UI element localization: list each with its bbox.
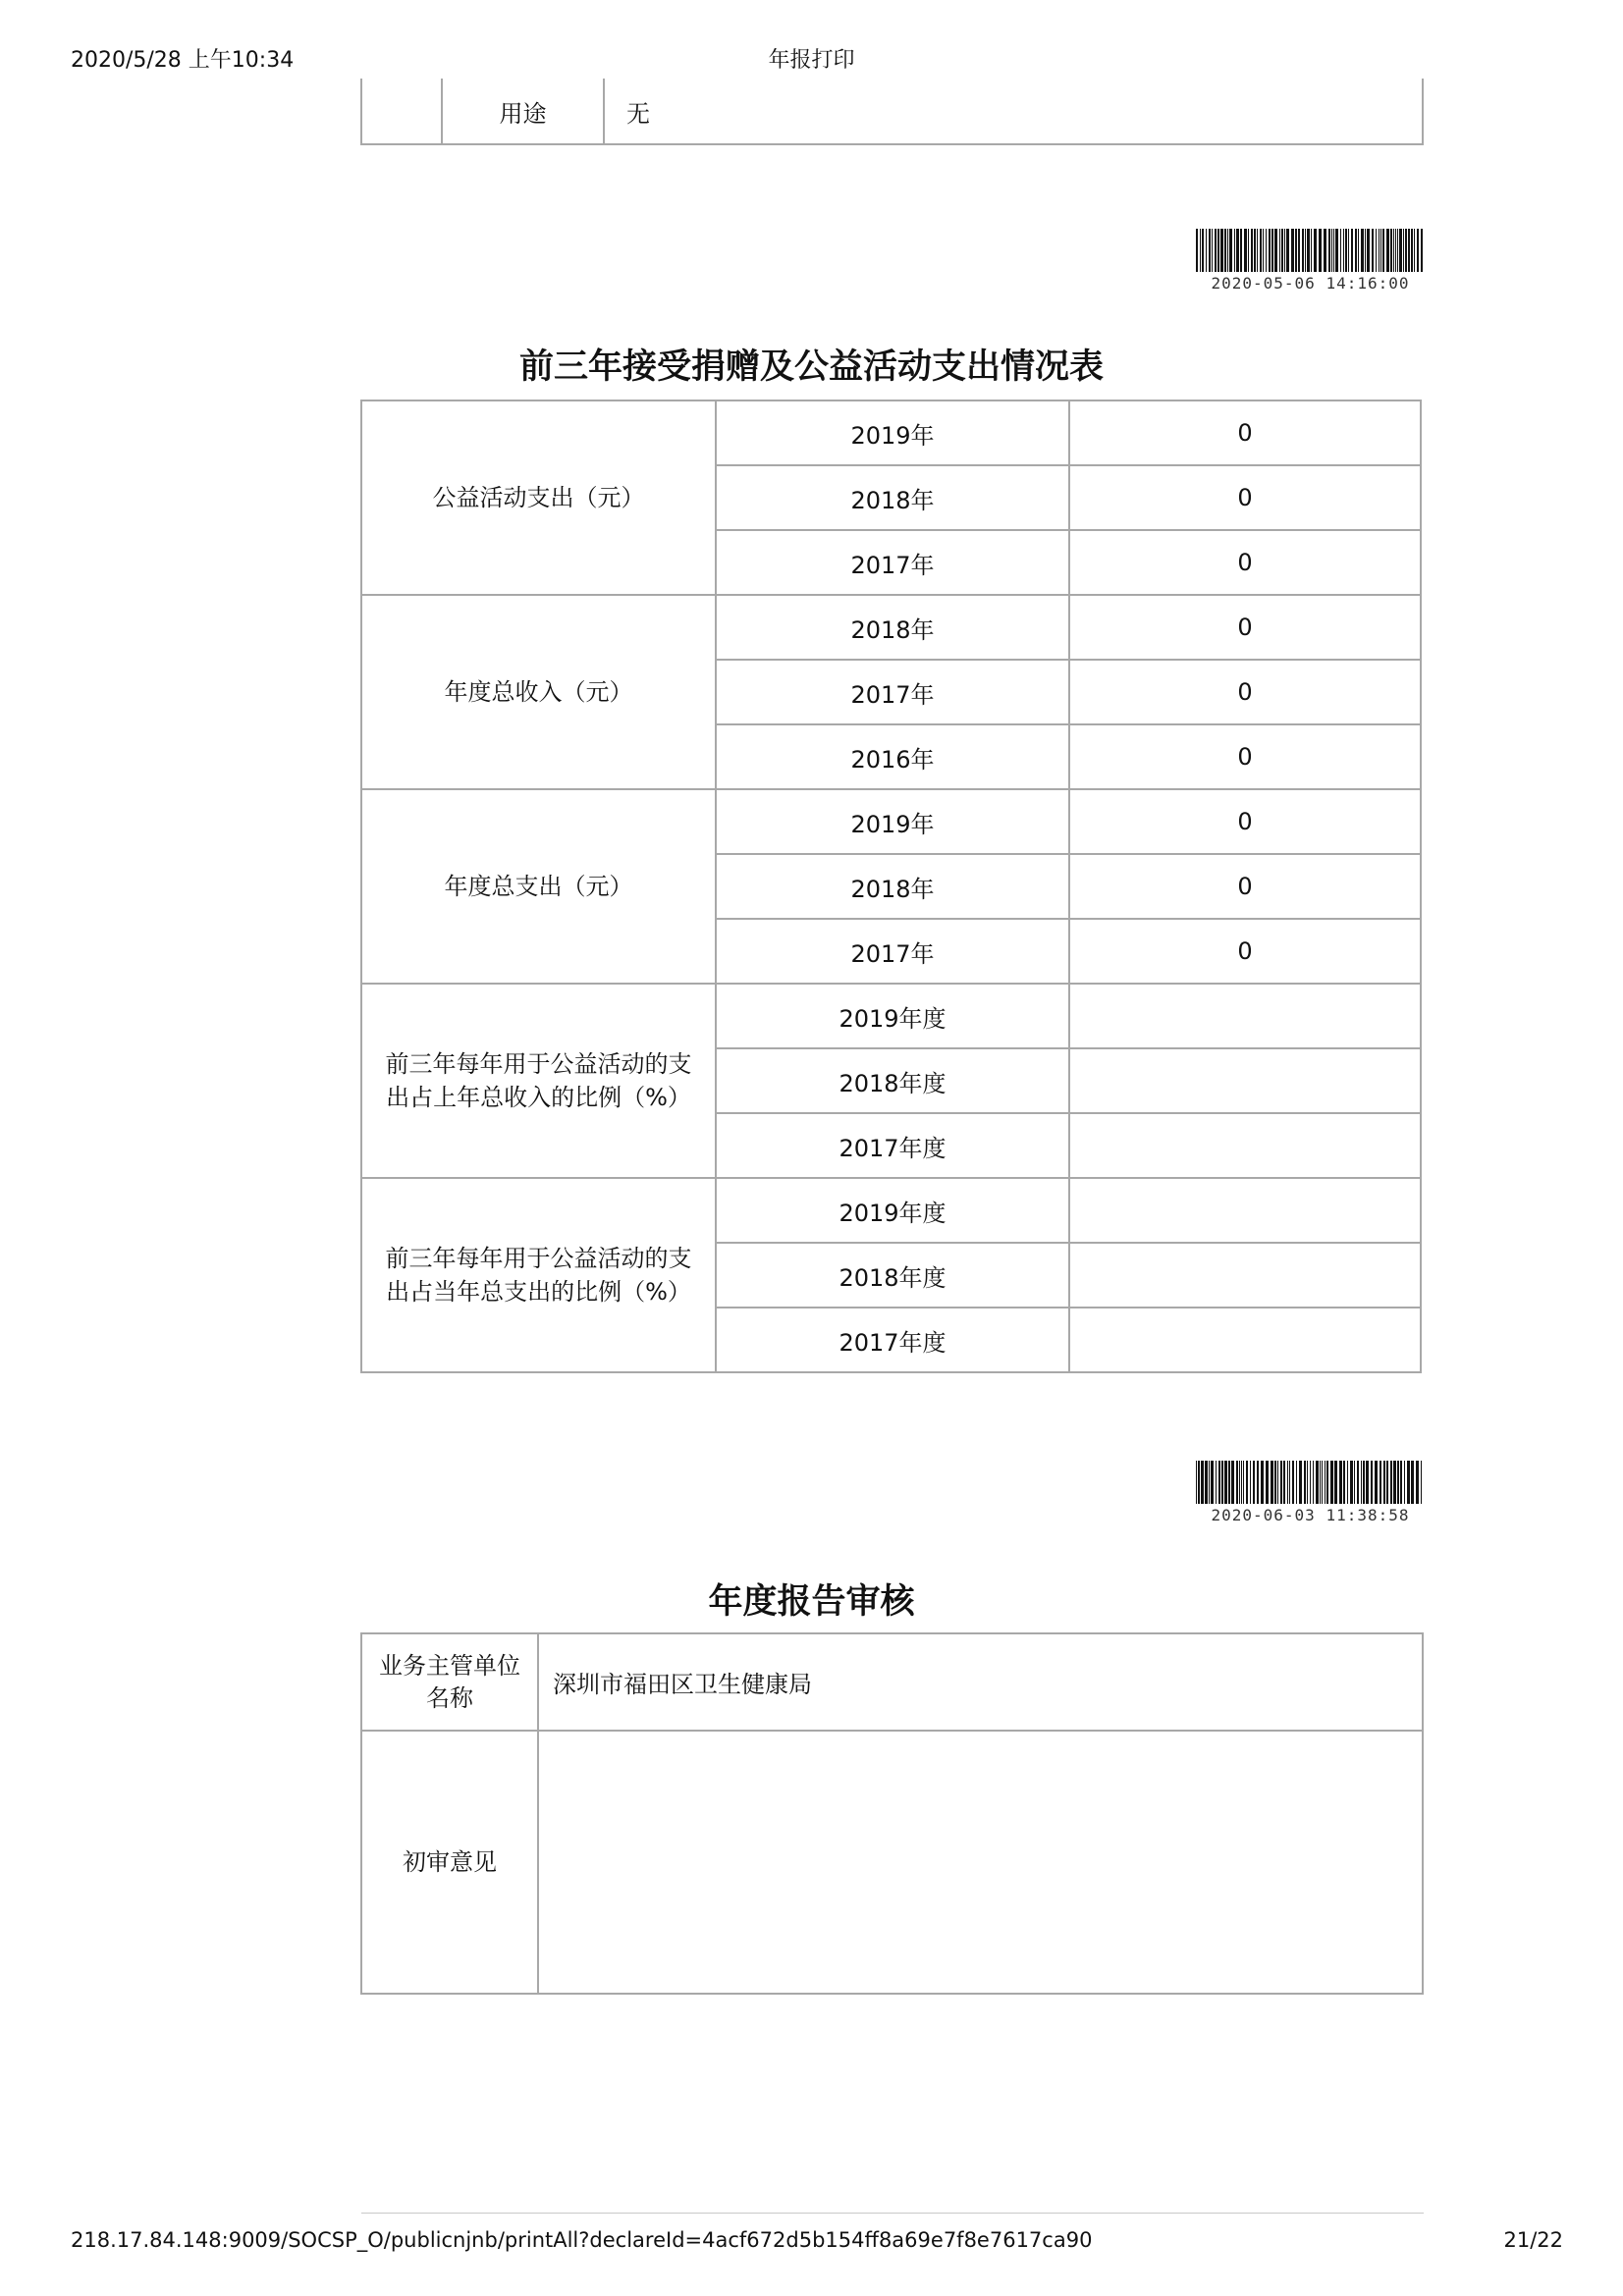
donation-group-label: 前三年每年用于公益活动的支出占上年总收入的比例（%） (361, 984, 716, 1178)
review-row (361, 1633, 1423, 1731)
donation-row (361, 400, 1421, 465)
donation-group-label: 公益活动支出（元） (361, 400, 716, 595)
donation-year-cell: 2016年 (716, 724, 1069, 789)
donation-year-cell: 2017年 (716, 660, 1069, 724)
barcode-2-code: 2020-06-03 11:38:58 (1211, 1506, 1410, 1524)
barcode-1-bars (1196, 229, 1425, 272)
donation-value-cell: 0 (1069, 465, 1421, 530)
donation-value-cell (1069, 1243, 1421, 1308)
donation-year-cell: 2019年度 (716, 984, 1069, 1048)
donation-year-cell: 2018年度 (716, 1048, 1069, 1113)
donation-year-cell: 2018年 (716, 595, 1069, 660)
donation-year-cell: 2019年度 (716, 1178, 1069, 1243)
purpose-value: 无 (604, 79, 1423, 144)
donation-value-cell: 0 (1069, 789, 1421, 854)
footer-url: 218.17.84.148:9009/SOCSP_O/publicnjnb/printAll?declareId=4acf672d5b154ff8a69e7f8e7617ca90 (71, 2228, 1093, 2252)
footer-divider (361, 2213, 1424, 2214)
supervising-unit-value: 深圳市福田区卫生健康局 (538, 1633, 1423, 1731)
purpose-label: 用途 (442, 79, 604, 144)
donation-row (361, 789, 1421, 854)
donation-group-label: 前三年每年用于公益活动的支出占当年总支出的比例（%） (361, 1178, 716, 1372)
donation-value-cell: 0 (1069, 919, 1421, 984)
review-section-title: 年度报告审核 (708, 1582, 915, 1622)
donation-value-cell (1069, 984, 1421, 1048)
page-number: 21/22 (1503, 2228, 1563, 2252)
donation-row (361, 984, 1421, 1048)
donation-row (361, 1178, 1421, 1243)
review-row (361, 1731, 1423, 1994)
donation-value-cell: 0 (1069, 400, 1421, 465)
donation-value-cell: 0 (1069, 530, 1421, 595)
donation-value-cell (1069, 1113, 1421, 1178)
donation-group-label: 年度总收入（元） (361, 595, 716, 789)
barcode-2-bars (1196, 1461, 1425, 1504)
preliminary-opinion-label: 初审意见 (361, 1731, 538, 1994)
donation-value-cell (1069, 1178, 1421, 1243)
donation-value-cell (1069, 1048, 1421, 1113)
donation-year-cell: 2017年度 (716, 1113, 1069, 1178)
donation-value-cell: 0 (1069, 724, 1421, 789)
donation-year-cell: 2018年度 (716, 1243, 1069, 1308)
donation-year-cell: 2018年 (716, 465, 1069, 530)
donation-year-cell: 2017年 (716, 530, 1069, 595)
donation-year-cell: 2017年 (716, 919, 1069, 984)
donation-year-cell: 2019年 (716, 789, 1069, 854)
donation-year-cell: 2019年 (716, 400, 1069, 465)
donation-value-cell: 0 (1069, 595, 1421, 660)
purpose-table (360, 79, 1424, 145)
review-table (360, 1632, 1424, 1995)
barcode-2 (1196, 1461, 1425, 1524)
donation-row (361, 595, 1421, 660)
barcode-1-code: 2020-05-06 14:16:00 (1211, 274, 1410, 293)
donation-year-cell: 2018年 (716, 854, 1069, 919)
donation-value-cell: 0 (1069, 854, 1421, 919)
donation-table (360, 400, 1422, 1373)
donation-value-cell: 0 (1069, 660, 1421, 724)
print-datetime: 2020/5/28 上午10:34 (71, 48, 295, 73)
supervising-unit-label: 业务主管单位名称 (361, 1633, 538, 1731)
donation-year-cell: 2017年度 (716, 1308, 1069, 1372)
donation-section-title: 前三年接受捐赠及公益活动支出情况表 (518, 347, 1104, 387)
barcode-1 (1196, 229, 1425, 293)
donation-value-cell (1069, 1308, 1421, 1372)
preliminary-opinion-value (538, 1731, 1423, 1994)
purpose-blank-cell (361, 79, 442, 144)
page-header-title: 年报打印 (768, 48, 855, 73)
donation-group-label: 年度总支出（元） (361, 789, 716, 984)
